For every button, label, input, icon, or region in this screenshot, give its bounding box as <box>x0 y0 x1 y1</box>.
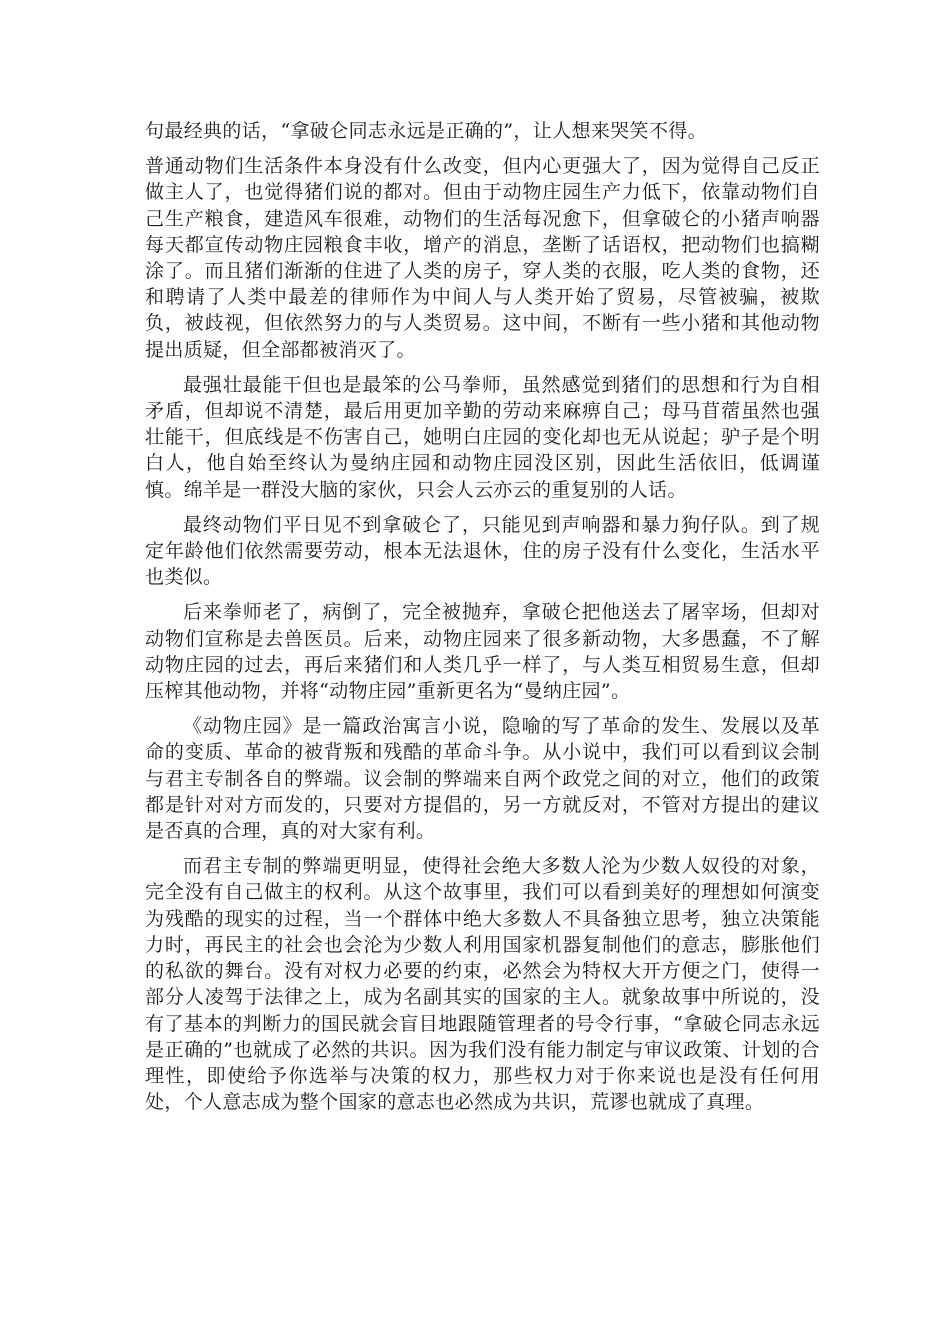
paragraph-3: 最强壮最能干但也是最笨的公马拳师，虽然感觉到猪们的思想和行为自相矛盾，但却说不清楚，最后用更加辛勤的劳动来麻痹自己；母马苜蓿虽然也强壮能干，但底线是不伤害自己，她明白庄园的变化却也无从说起；驴子是个明白人，他自始至终认为曼纳庄园和动物庄园没区别，因此生活依旧，低调谨慎。绵羊是一群没大脑的家伙，只会人云亦云的重复别的人话。 <box>145 373 820 501</box>
paragraph-7: 而君主专制的弊端更明显，使得社会绝大多数人沦为少数人奴役的对象，完全没有自己做主的权利。从这个故事里，我们可以看到美好的理想如何演变为残酷的现实的过程，当一个群体中绝大多数人不具备独立思考，独立决策能力时，再民主的社会也会沦为少数人利用国家机器复制他们的意志，膨胀他们的私欲的舞台。没有对权力必要的约束，必然会为特权大开方便之门，使得一部分人凌驾于法律之上，成为名副其实的国家的主人。就象故事中所说的，没有了基本的判断力的国民就会盲目地跟随管理者的号令行事，“拿破仑同志永远是正确的”也就成了必然的共识。因为我们没有能力制定与审议政策、计划的合理性，即使给予你选举与决策的权力，那些权力对于你来说也是没有任何用处，个人意志成为整个国家的意志也必然成为共识，荒谬也就成了真理。 <box>145 855 820 1114</box>
paragraph-4: 最终动物们平日见不到拿破仑了，只能见到声响器和暴力狗仔队。到了规定年龄他们依然需要劳动，根本无法退休，住的房子没有什么变化，生活水平也类似。 <box>145 513 820 589</box>
document-page <box>145 118 820 1124</box>
paragraph-2: 普通动物们生活条件本身没有什么改变，但内心更强大了，因为觉得自己反正做主人了，也觉得猪们说的都对。但由于动物庄园生产力低下，依靠动物们自己生产粮食，建造风车很难，动物们的生活每况愈下，但拿破仑的小猪声响器每天都宣传动物庄园粮食丰收，增产的消息，垄断了话语权，把动物们也搞糊涂了。而且猪们渐渐的住进了人类的房子，穿人类的衣服，吃人类的食物，还和聘请了人类中最差的律师作为中间人与人类开始了贸易，尽管被骗，被欺负，被歧视，但依然努力的与人类贸易。这中间，不断有一些小猪和其他动物提出质疑，但全部都被消灭了。 <box>145 155 820 361</box>
paragraph-5: 后来拳师老了，病倒了，完全被抛弃，拿破仑把他送去了屠宰场，但却对动物们宣称是去兽医员。后来，动物庄园来了很多新动物，大多愚蠢，不了解动物庄园的过去，再后来猪们和人类几乎一样了，与人类互相贸易生意，但却压榨其他动物，并将“动物庄园”重新更名为“曼纳庄园”。 <box>145 601 820 703</box>
paragraph-1: 句最经典的话，“拿破仑同志永远是正确的”，让人想来哭笑不得。 <box>145 120 707 142</box>
paragraph-6: 《动物庄园》是一篇政治寓言小说，隐喻的写了革命的发生、发展以及革命的变质、革命的被背叛和残酷的革命斗争。从小说中，我们可以看到议会制与君主专制各自的弊端。议会制的弊端来自两个政党之间的对立，他们的政策都是针对对方而发的，只要对方提倡的，另一方就反对，不管对方提出的建议是否真的合理，真的对大家有利。 <box>145 715 820 843</box>
